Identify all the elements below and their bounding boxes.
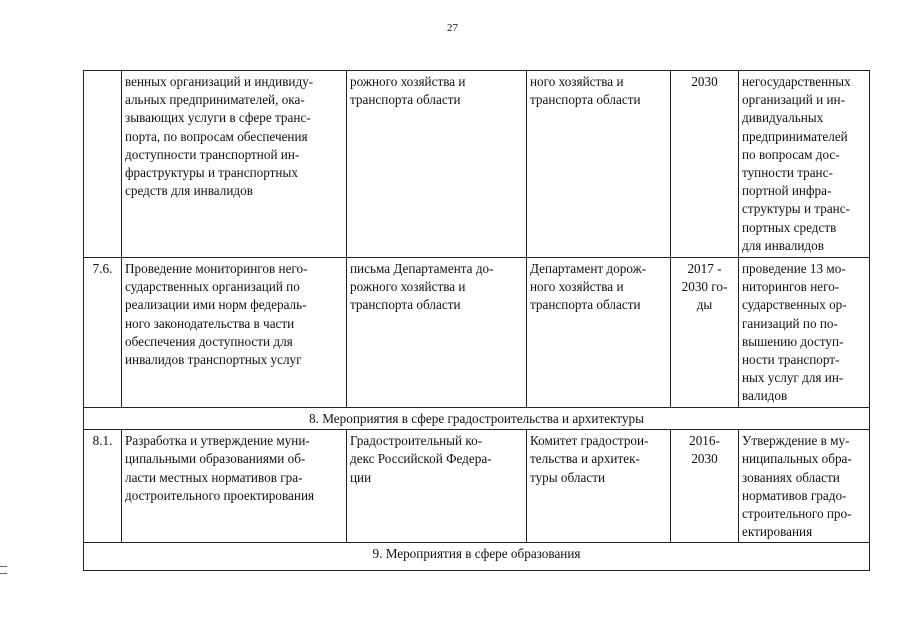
cell-executor: Комитет градострои- тельства и архитек- туры области bbox=[527, 430, 671, 543]
cell-term: 2017 - 2030 го- ды bbox=[671, 258, 739, 408]
cell-result: проведение 13 мо- ниторингов него- сударственных ор- ганизаций по по- вышению доступ- ности транспорт- ных услуг для ин- валидов bbox=[739, 258, 870, 408]
section-heading-8: 8. Мероприятия в сфере градостроительства и архитектуры bbox=[84, 408, 870, 430]
cell-executor: Департамент дорож- ного хозяйства и транспорта области bbox=[527, 258, 671, 408]
section-header-row bbox=[84, 543, 870, 571]
section-header-row bbox=[84, 408, 870, 430]
cell-term: 2030 bbox=[671, 71, 739, 258]
cell-action: венных организаций и индивиду- альных предпринимателей, ока- зывающих услуги в сфере транс- порта, по вопросам обеспечения доступности транспортной ин- фраструктуры и транспортных средств для инвалидов bbox=[122, 71, 347, 258]
cell-action: Разработка и утверждение муни- ципальными образованиями об- ласти местных нормативов гра- достроительного проектирования bbox=[122, 430, 347, 543]
table-row bbox=[84, 71, 870, 258]
cell-result: Утверждение в му- ниципальных обра- зованиях области нормативов градо- строительного про- ектирования bbox=[739, 430, 870, 543]
cell-basis: письма Департамента до- рожного хозяйства и транспорта области bbox=[347, 258, 527, 408]
cell-result: негосударственных организаций и ин- дивидуальных предпринимателей по вопросам дос- тупности транс- портной инфра- структуры и транс- портных средств для инвалидов bbox=[739, 71, 870, 258]
section-heading-9: 9. Мероприятия в сфере образования bbox=[84, 543, 870, 571]
table-row bbox=[84, 430, 870, 543]
cell-number: 7.6. bbox=[84, 258, 122, 408]
cell-basis: Градостроительный ко- декс Российской Федера- ции bbox=[347, 430, 527, 543]
table-row bbox=[84, 258, 870, 408]
cell-number bbox=[84, 71, 122, 258]
page-number: 27 bbox=[447, 22, 458, 34]
cell-term: 2016- 2030 bbox=[671, 430, 739, 543]
cell-action: Проведение мониторингов него- сударственных организаций по реализации ими норм федераль- ного законодательства в части обеспечения доступности для инвалидов транспортных услуг bbox=[122, 258, 347, 408]
scan-edge-mark bbox=[0, 566, 7, 574]
cell-basis: рожного хозяйства и транспорта области bbox=[347, 71, 527, 258]
measures-table bbox=[83, 70, 870, 571]
cell-number: 8.1. bbox=[84, 430, 122, 543]
cell-executor: ного хозяйства и транспорта области bbox=[527, 71, 671, 258]
